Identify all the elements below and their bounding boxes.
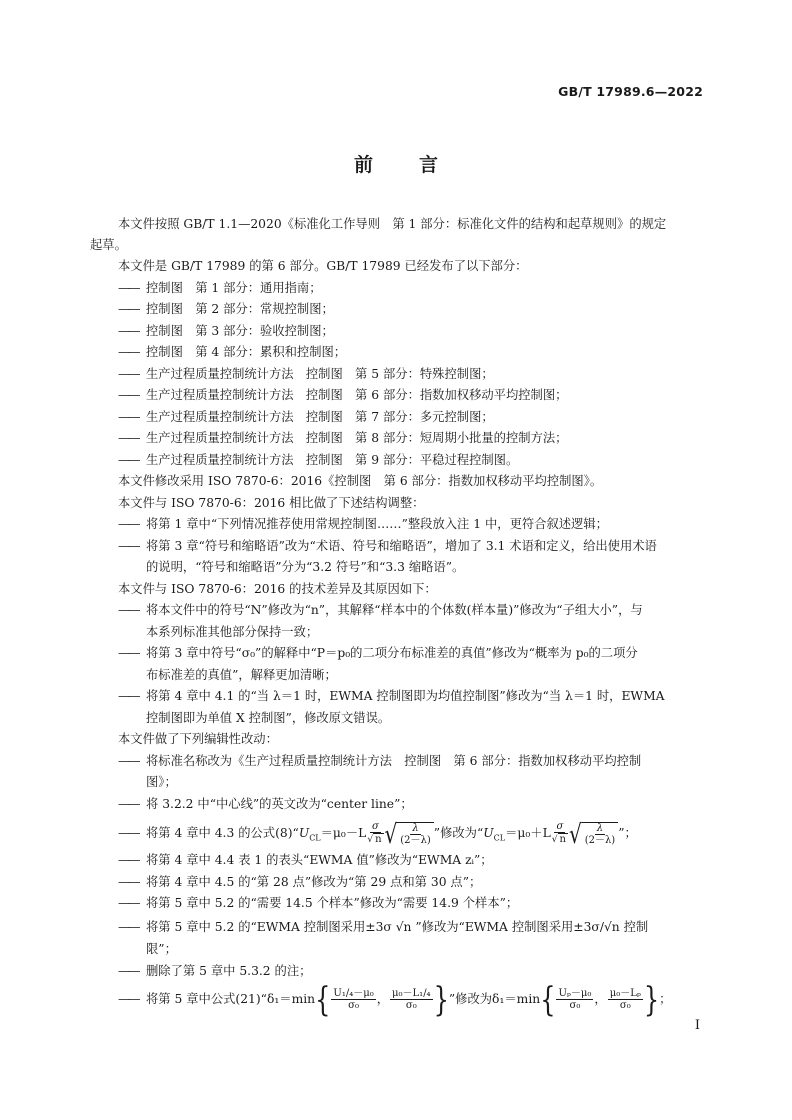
paragraph-1: 本文件按照 GB/T 1.1—2020《标准化工作导则 第 1 部分：标准化文件的结构和起草规则》的规定: [118, 217, 667, 231]
list-item: —— 控制图 第 4 部分：累积和控制图；: [118, 345, 347, 359]
list-item: —— 将第 4 章中 4.4 表 1 的表头“EWMA 值”修改为“EWMA zᵢ”；: [118, 853, 493, 867]
page-title: [0, 150, 792, 177]
list-item: —— 控制图 第 3 部分：验收控制图；: [118, 323, 334, 338]
list-item: —— 将 3.2.2 中“中心线”的英文改为“center line”；: [118, 796, 413, 811]
list-item: —— 将第 5 章中 5.2 的“EWMA 控制图采用±3σ √n ”修改为“EWMA 控制图采用±3σ/√n 控制: [118, 920, 649, 934]
paragraph-2: 本文件是 GB/T 17989 的第 6 部分。GB/T 17989 已经发布了以下部分：: [118, 259, 528, 273]
list-item: —— 控制图 第 1 部分：通用指南；: [118, 280, 322, 295]
list-item: —— 将标准名称改为《生产过程质量控制统计方法 控制图 第 6 部分：指数加权移动平均控制: [118, 753, 642, 768]
list-item: —— 将第 4 章中 4.1 的“当 λ＝1 时，EWMA 控制图即为均值控制图”修改为“当 λ＝1 时，EWMA: [118, 689, 665, 703]
fraction: $\frac{\text{U₁/₄－μ₀}}{\text{σ₀}}$: [333, 988, 374, 1011]
list-item: —— 生产过程质量控制统计方法 控制图 第 7 部分：多元控制图；: [118, 409, 494, 424]
title-char-2: 言: [419, 154, 439, 176]
list-item-cont: 的说明，“符号和缩略语”分为“3.2 符号”和“3.3 缩略语”。: [146, 560, 465, 574]
fraction: $\frac{\sigma}{√ n}$: [551, 821, 566, 845]
list-item-formula-21: —— 将第 5 章中公式(21)“δ₁＝min{ $\frac{\text{U₁/₄－μ₀}}{\text{σ₀}}$ ， $\frac{\text{μ₀－L₁/₄}}{\text{σ₀}}$ }”修改为δ₁＝min{ $\frac{\text{Uₚ－μ₀}}{\text{σ₀}}$ ， $\frac{\text{μ₀－Lₚ}}{\text{σ₀}}$ }；: [118, 979, 672, 1020]
list-item-cont: 图》；: [146, 775, 177, 789]
fraction: $\frac{\text{μ₀－L₁/₄}}{\text{σ₀}}$: [392, 988, 431, 1011]
list-item-cont: 布标准差的真值”，解释更加清晰；: [146, 667, 337, 682]
list-item: —— 控制图 第 2 部分：常规控制图；: [118, 302, 334, 316]
list-item-cont: 控制图即为单值 X 控制图”，修改原文错误。: [146, 710, 391, 725]
page-number: I: [694, 1018, 700, 1033]
title-char-1: 前: [353, 154, 373, 176]
paragraph-1-cont: 起草。: [90, 237, 127, 252]
list-item-cont: 限”；: [146, 941, 177, 956]
paragraph-5: 本文件与 ISO 7870-6：2016 的技术差异及其原因如下：: [118, 581, 437, 596]
paragraph-6: 本文件做了下列编辑性改动：: [118, 732, 278, 746]
list-item-cont: 本系列标准其他部分保持一致；: [146, 624, 319, 639]
list-item: —— 将本文件中的符号“N”修改为“n”，其解释“样本中的个体数(样本量)”修改为“子组大小”，与: [118, 603, 643, 617]
list-item: —— 将第 1 章中“下列情况推荐使用常规控制图……”整段放入注 1 中，更符合叙述逻辑；: [118, 517, 608, 531]
list-item: —— 生产过程质量控制统计方法 控制图 第 5 部分：特殊控制图；: [118, 366, 494, 381]
list-item: —— 生产过程质量控制统计方法 控制图 第 6 部分：指数加权移动平均控制图；: [118, 388, 568, 402]
list-item: —— 将第 3 章“符号和缩略语”改为“术语、符号和缩略语”，增加了 3.1 术语和定义，给出使用术语: [118, 538, 657, 553]
list-item: —— 将第 4 章中 4.5 的“第 28 点”修改为“第 29 点和第 30 点”；: [118, 874, 482, 889]
paragraph-4: 本文件与 ISO 7870-6：2016 相比做了下述结构调整：: [118, 495, 425, 510]
standard-number: GB/T 17989.6—2022: [558, 84, 703, 99]
list-item: —— 生产过程质量控制统计方法 控制图 第 8 部分：短周期小批量的控制方法；: [118, 431, 568, 445]
list-item-formula-8: —— 将第 4 章中 4.3 的公式$(8)“U_{CL}=\mu_0-L$ $\frac{\sigma}{√ n}$ √ $\frac{\lambda}{(2-\lambda)}$ ”修改为“$U_{CL}=\mu_0+L$ $\frac{\sigma}{√ n}$ √ $\frac{\lambda}{(2-\lambda)}$ ”；: [118, 817, 637, 850]
list-item: —— 生产过程质量控制统计方法 控制图 第 9 部分：平稳过程控制图。: [118, 452, 519, 467]
fraction: $\frac{\text{Uₚ－μ₀}}{\text{σ₀}}$: [558, 988, 592, 1011]
fraction: $\frac{\text{μ₀－Lₚ}}{\text{σ₀}}$: [609, 988, 641, 1011]
fraction: $\frac{\sigma}{√ n}$: [367, 821, 382, 845]
paragraph-3: 本文件修改采用 ISO 7870-6：2016《控制图 第 6 部分：指数加权移动平均控制图》。: [118, 474, 603, 488]
list-item: —— 将第 5 章中 5.2 的“需要 14.5 个样本”修改为“需要 14.9 个样本”；: [118, 896, 519, 910]
list-item: —— 将第 3 章中符号“σ₀”的解释中“P＝p₀的二项分布标准差的真值”修改为“概率为 p₀的二项分: [118, 646, 638, 660]
list-item: —— 删除了第 5 章中 5.3.2 的注；: [118, 964, 312, 978]
